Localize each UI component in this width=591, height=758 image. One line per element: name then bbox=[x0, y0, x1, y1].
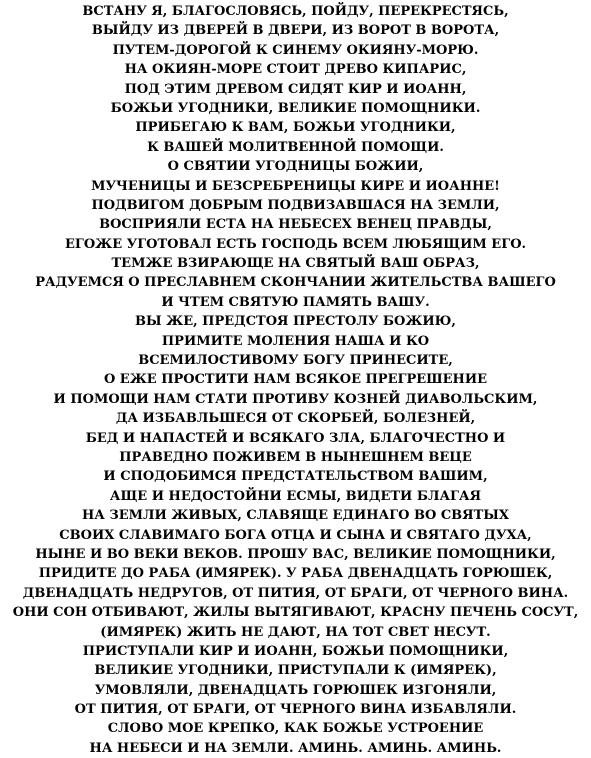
prayer-line: ПРИДИТЕ ДО РАБА (ИМЯРЕК). У РАБА ДВЕНАДЦАТЬ ГОРЮШЕК, bbox=[38, 566, 553, 582]
prayer-line: ЕГОЖЕ УГОТОВАЛ ЕСТЬ ГОСПОДЬ ВСЕМ ЛЮБЯЩИМ ЕГО. bbox=[64, 236, 527, 252]
prayer-line: МУЧЕНИЦЫ И БЕЗСРЕБРЕНИЦЫ КИРЕ И ИОАННЕ! bbox=[91, 178, 500, 194]
prayer-line: ТЕМЖЕ ВЗИРАЮЩЕ НА СВЯТЫЙ ВАШ ОБРАЗ, bbox=[111, 256, 480, 272]
prayer-line: (ИМЯРЕК) ЖИТЬ НЕ ДАЮТ, НА ТОТ СВЕТ НЕСУТ. bbox=[100, 624, 491, 640]
prayer-line: БОЖЬИ УГОДНИКИ, ВЕЛИКИЕ ПОМОЩНИКИ. bbox=[110, 100, 481, 116]
prayer-line: УМОВЛЯЛИ, ДВЕНАДЦАТЬ ГОРЮШЕК ИЗГОНЯЛИ, bbox=[94, 682, 497, 698]
prayer-line: НА ЗЕМЛИ ЖИВЫХ, СЛАВЯЩЕ ЕДИНАГО ВО СВЯТЫХ bbox=[81, 508, 510, 524]
prayer-line: ПОД ЭТИМ ДРЕВОМ СИДЯТ КИР И ИОАНН, bbox=[124, 81, 467, 97]
prayer-line: ПРАВЕДНО ПОЖИВЕМ В НЫНЕШНЕМ ВЕЦЕ bbox=[119, 449, 472, 465]
prayer-line: ДА ИЗБАВЛЬШЕСЯ ОТ СКОРБЕЙ, БОЛЕЗНЕЙ, bbox=[115, 411, 476, 427]
prayer-line: НА НЕБЕСИ И НА ЗЕМЛИ. АМИНЬ. АМИНЬ. АМИНЬ. bbox=[89, 740, 502, 756]
prayer-line: АЩЕ И НЕДОСТОЙНИ ЕСМЫ, ВИДЕТИ БЛАГАЯ bbox=[109, 488, 482, 504]
prayer-line: СЛОВО МОЕ КРЕПКО, КАК БОЖЬЕ УСТРОЕНИЕ bbox=[107, 721, 484, 737]
prayer-line: ВСТАНУ Я, БЛАГОСЛОВЯСЬ, ПОЙДУ, ПЕРЕКРЕСТЯСЬ, bbox=[82, 4, 509, 19]
prayer-line: ДВЕНАДЦАТЬ НЕДРУГОВ, ОТ ПИТИЯ, ОТ БРАГИ, ОТ ЧЕРНОГО ВИНА. bbox=[22, 585, 569, 601]
prayer-line: ПУТЕМ-ДОРОГОЙ К СИНЕМУ ОКИЯНУ-МОРЮ. bbox=[112, 42, 479, 58]
prayer-line: ОТ ПИТИЯ, ОТ БРАГИ, ОТ ЧЕРНОГО ВИНА ИЗБАВЛЯЛИ. bbox=[74, 702, 517, 718]
prayer-line: ВЫ ЖЕ, ПРЕДСТОЯ ПРЕСТОЛУ БОЖИЮ, bbox=[135, 314, 456, 330]
prayer-line: ОНИ СОН ОТБИВАЮТ, ЖИЛЫ ВЫТЯГИВАЮТ, КРАСНУ ПЕЧЕНЬ СОСУТ, bbox=[12, 605, 579, 621]
prayer-line: И ЧТЕМ СВЯТУЮ ПАМЯТЬ ВАШУ. bbox=[161, 294, 430, 310]
prayer-line: ПРИМИТЕ МОЛЕНИЯ НАША И КО bbox=[161, 333, 430, 349]
prayer-line: К ВАШЕЙ МОЛИТВЕННОЙ ПОМОЩИ. bbox=[147, 139, 444, 155]
prayer-line: И ПОМОЩИ НАМ СТАТИ ПРОТИВУ КОЗНЕЙ ДИАВОЛЬСКИМ, bbox=[53, 391, 538, 407]
prayer-line: И СПОДОБИМСЯ ПРЕДСТАТЕЛЬСТВОМ ВАШИМ, bbox=[103, 469, 488, 485]
prayer-line: О СВЯТИИ УГОДНИЦЫ БОЖИИ, bbox=[167, 159, 424, 175]
prayer-line: БЕД И НАПАСТЕЙ И ВСЯКАГО ЗЛА, БЛАГОЧЕСТНО И bbox=[85, 430, 506, 446]
prayer-line: О ЕЖЕ ПРОСТИТИ НАМ ВСЯКОЕ ПРЕГРЕШЕНИЕ bbox=[103, 372, 488, 388]
prayer-line: ВОСПРИЯЛИ ЕСТА НА НЕБЕСЕХ ВЕНЕЦ ПРАВДЫ, bbox=[99, 217, 492, 233]
prayer-line: ВСЕМИЛОСТИВОМУ БОГУ ПРИНЕСИТЕ, bbox=[138, 353, 453, 369]
prayer-line: ВЫЙДУ ИЗ ДВЕРЕЙ В ДВЕРИ, ИЗ ВОРОТ В ВОРОТА, bbox=[91, 23, 500, 39]
prayer-line: НЫНЕ И ВО ВЕКИ ВЕКОВ. ПРОШУ ВАС, ВЕЛИКИЕ ПОМОЩНИКИ, bbox=[35, 546, 556, 562]
prayer-line: ПРИСТУПАЛИ КИР И ИОАНН, БОЖЬИ ПОМОЩНИКИ, bbox=[82, 643, 509, 659]
prayer-line: СВОИХ СЛАВИМАГО БОГА ОТЦА И СЫНА И СВЯТАГО ДУХА, bbox=[59, 527, 532, 543]
prayer-text bbox=[0, 2, 591, 758]
prayer-line: НА ОКИЯН-МОРЕ СТОИТ ДРЕВО КИПАРИС, bbox=[124, 62, 467, 78]
prayer-line: ВЕЛИКИЕ УГОДНИКИ, ПРИСТУПАЛИ К (ИМЯРЕК), bbox=[94, 663, 497, 679]
prayer-line: ПОДВИГОМ ДОБРЫМ ПОДВИЗАВШАСЯ НА ЗЕМЛИ, bbox=[91, 197, 500, 213]
prayer-line: ПРИБЕГАЮ К ВАМ, БОЖЬИ УГОДНИКИ, bbox=[135, 120, 456, 136]
prayer-line: РАДУЕМСЯ О ПРЕСЛАВНЕМ СКОНЧАНИИ ЖИТЕЛЬСТВА ВАШЕГО bbox=[35, 275, 556, 291]
